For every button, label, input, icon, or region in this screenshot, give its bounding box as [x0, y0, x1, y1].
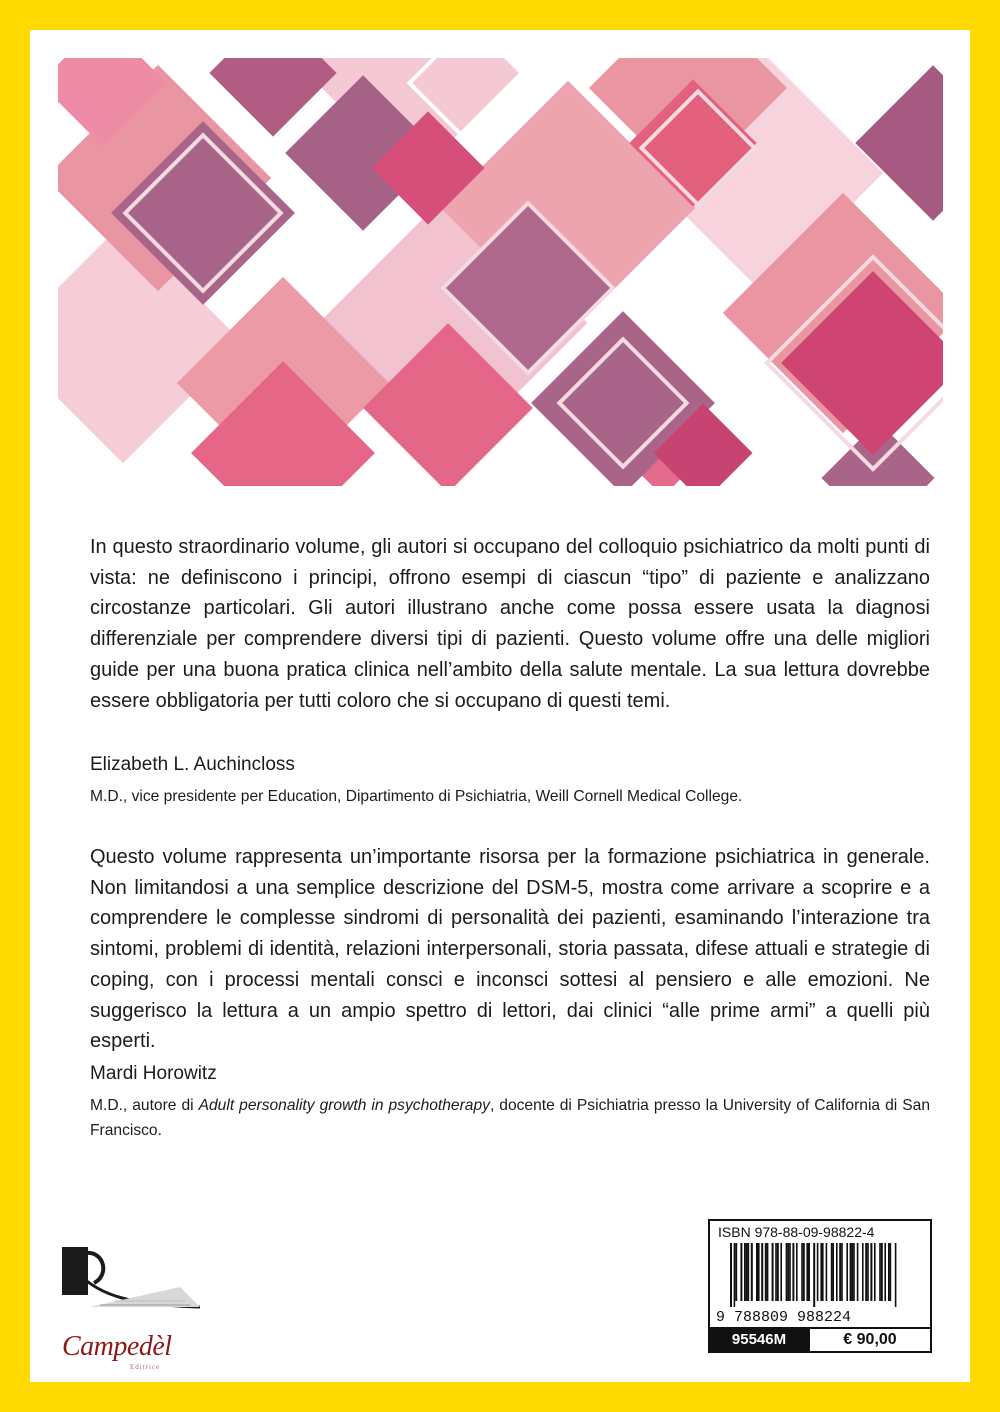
barcode-bar [890, 1243, 892, 1301]
barcode-bar [801, 1243, 803, 1301]
pattern-square [855, 65, 943, 221]
barcode-label [708, 1219, 932, 1353]
reviewer-name-1: Elizabeth L. Auchincloss [90, 754, 295, 775]
barcode-bar [813, 1243, 815, 1307]
publisher-name: Campedèl [62, 1331, 172, 1362]
barcode-bar [756, 1243, 758, 1301]
publisher-emblem-icon [60, 1245, 210, 1335]
price-row [710, 1327, 930, 1351]
reviewer-role-2 [90, 1093, 930, 1143]
barcode-bar [820, 1243, 822, 1301]
barcode-bar [853, 1243, 855, 1301]
barcode-bar [744, 1243, 746, 1301]
barcode-bar [787, 1243, 789, 1301]
barcode-bar [777, 1243, 779, 1301]
reviewer-role-1: M.D., vice presidente per Education, Dipartimento di Psichiatria, Weill Cornell Medical College. [90, 788, 743, 805]
barcode-bar [888, 1243, 890, 1301]
barcode-bar [735, 1243, 737, 1301]
reviewer-name-2: Mardi Horowitz [90, 1063, 217, 1084]
barcode-bar [862, 1243, 864, 1301]
barcode-bar [832, 1243, 834, 1301]
barcode-bar [870, 1243, 872, 1301]
barcode-bar [884, 1243, 886, 1301]
barcode-icon [716, 1241, 924, 1323]
isbn-text: ISBN 978-88-09-98822-4 [718, 1224, 875, 1240]
barcode-bar [841, 1243, 843, 1301]
barcode-bar [751, 1243, 753, 1301]
barcode-bar [846, 1243, 848, 1301]
barcode-bar [836, 1243, 838, 1301]
barcode-bar [831, 1243, 833, 1301]
barcode-bar [822, 1243, 824, 1301]
barcode-bar [765, 1243, 767, 1301]
barcode-bar [789, 1243, 791, 1301]
barcode-bar [740, 1243, 742, 1301]
barcode-bar [758, 1243, 760, 1301]
barcode-bar [730, 1243, 732, 1307]
barcode-bar [874, 1243, 876, 1301]
barcode-bar [895, 1243, 897, 1307]
barcode-bar [839, 1243, 841, 1301]
barcode-bar [734, 1243, 736, 1307]
barcode-bar [775, 1243, 777, 1301]
barcode-bar [786, 1243, 788, 1301]
barcode-bar [808, 1243, 810, 1301]
barcode-digits: 9 788809 988224 [716, 1309, 852, 1323]
barcode-bar [748, 1243, 750, 1301]
barcode-bar [761, 1243, 763, 1301]
barcode-bar [850, 1243, 852, 1301]
barcode-bar [881, 1243, 883, 1301]
barcode-bar [796, 1243, 798, 1301]
barcode-bar [803, 1243, 805, 1301]
barcode-bar [817, 1243, 819, 1301]
reviewer-role-2-suffix: , docente di Psichiatria presso la University of California di San Francisco. [90, 1097, 930, 1139]
barcode-bar [772, 1243, 774, 1301]
barcode-bar [792, 1243, 794, 1301]
back-cover [30, 30, 970, 1382]
barcode-bar [867, 1243, 869, 1301]
geometric-pattern-illustration [58, 58, 943, 486]
barcode-bar [852, 1243, 854, 1301]
publisher-logo [60, 1245, 230, 1375]
reviewer-role-2-book-title: Adult personality growth in psychotherapy [198, 1097, 490, 1114]
barcode-bar [879, 1243, 881, 1301]
barcode-bar [780, 1243, 782, 1301]
review-paragraph-2: Questo volume rappresenta un’importante risorsa per la formazione psichiatrica in generale. Non limitandosi a una semplice descrizione del DSM-5, mostra come arrivare a scoprire e a comprendere le complesse sindromi di personalità dei pazienti, esaminando l’interazione tra sintomi, problemi di identità, relazioni interpersonali, storia passata, difese attuali e strategie di coping, con i processi mentali consci e inconsci sottesi al pensiero e alle emozioni. Ne suggerisco la lettura a un ampio spettro di lettori, dai clinici “alle prime armi” a quelli più esperti. [90, 846, 930, 1053]
barcode-bar [826, 1243, 828, 1301]
barcode-bar [746, 1243, 748, 1301]
publisher-tagline: Editrice [130, 1363, 161, 1371]
barcode-bar [806, 1243, 808, 1301]
review-paragraph-1: In questo straordinario volume, gli autori si occupano del colloquio psichiatrico da molti punti di vista: ne definiscono i principi, offrono esempi di ciascun “tipo” di paziente e analizzano circostanze particolari. Gli autori illustrano anche come possa essere usata la diagnosi differenziale per comprendere diversi tipi di pazienti. Questo volume offre una delle migliori guide per una buona pratica clinica nell’ambito della salute mentale. La sua lettura dovrebbe essere obbligatoria per tutti coloro che si occupano di questi temi. [90, 536, 930, 712]
barcode-bar [857, 1243, 859, 1301]
price: € 90,00 [808, 1329, 930, 1351]
barcode-bar [766, 1243, 768, 1301]
reviewer-role-2-prefix: M.D., autore di [90, 1097, 199, 1114]
barcode-bar [865, 1243, 867, 1301]
product-code: 95546M [710, 1329, 808, 1351]
